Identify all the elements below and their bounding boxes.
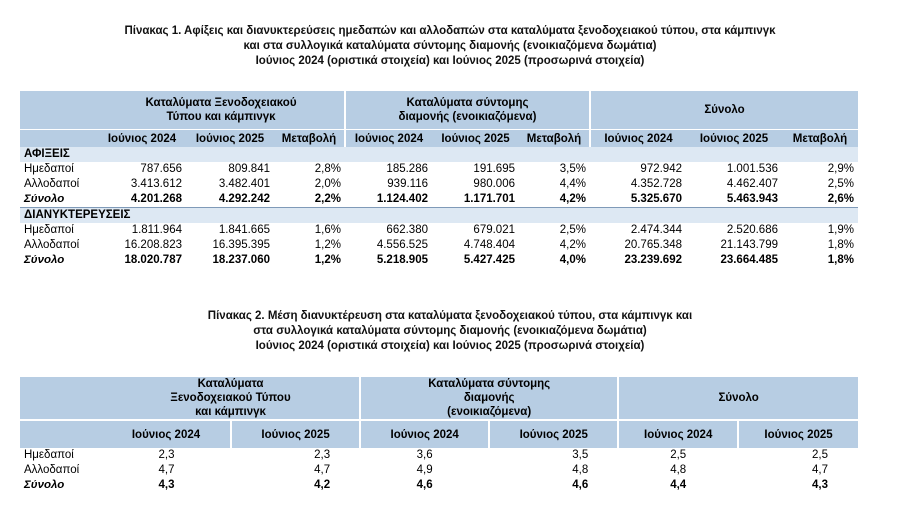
table1-cell: 1.811.964 — [131, 224, 182, 236]
table1-cell: 1.171.701 — [463, 193, 515, 205]
table2-title-line: στα συλλογικά καταλύματα σύντομης διαμονής (ενοικιαζόμενα δωμάτια) — [253, 325, 647, 337]
table1-col-header: Ιούνιος 2024 — [98, 130, 186, 148]
table1-cell: 4.292.242 — [218, 193, 270, 205]
table1-cell: 23.664.485 — [720, 254, 778, 266]
table1-cell: 1.124.402 — [376, 193, 428, 205]
table1-cell: 2,0% — [314, 178, 341, 190]
table1-section-row — [20, 208, 858, 224]
table2-cell: 4,3 — [812, 479, 828, 491]
table1-cell: 5.218.905 — [376, 254, 428, 266]
table1-cell: 4.462.407 — [726, 178, 778, 190]
table2-row-label: Αλλοδαποί — [24, 464, 80, 476]
table1 — [20, 91, 858, 268]
table1-row — [20, 253, 858, 268]
table1-cell: 2.474.344 — [630, 224, 682, 236]
table2-row-label: Ημεδαποί — [24, 449, 74, 461]
table1-cell: 185.286 — [386, 163, 428, 175]
table2-title-line: Πίνακας 2. Μέση διανυκτέρευση στα καταλύματα ξενοδοχειακού τύπου, στα κάμπινγκ και — [207, 310, 693, 322]
table1-cell: 16.208.823 — [124, 239, 182, 251]
table1-col-header: Ιούνιος 2025 — [186, 130, 274, 148]
table2-title — [0, 309, 900, 354]
table2-cell: 2,5 — [670, 449, 687, 461]
table1-cell: 2,5% — [559, 224, 586, 236]
table1-cell: 809.841 — [228, 163, 270, 175]
table1-corner — [20, 130, 98, 148]
table1-row-label: Αλλοδαποί — [24, 178, 80, 190]
table2-cell: 2,5 — [812, 449, 828, 461]
table2-cell: 4,7 — [158, 464, 175, 476]
table1-section-row — [20, 147, 858, 162]
table1-cell: 2,6% — [827, 193, 854, 205]
table1-col-header: Ιούνιος 2025 — [432, 130, 519, 148]
table1-cell: 939.116 — [387, 178, 428, 190]
table1-col-header: Μεταβολή — [519, 130, 590, 148]
table2-row — [20, 463, 858, 478]
table2-row — [20, 448, 858, 463]
table1-cell: 1,8% — [827, 239, 854, 251]
table1-row-label: Ημεδαποί — [24, 163, 74, 175]
table1-title-line: Ιούνιος 2024 (οριστικά στοιχεία) και Ιούνιος 2025 (προσωρινά στοιχεία) — [255, 55, 645, 67]
table2-cell: 4,9 — [416, 464, 433, 476]
table1-section-label: ΔΙΑΝΥΚΤΕΡΕΥΣΕΙΣ — [20, 208, 858, 224]
table2-cell: 4,8 — [670, 464, 687, 476]
table2-cell: 4,4 — [670, 479, 687, 491]
table1-cell: 2,8% — [314, 163, 341, 175]
table1-col-header: Ιούνιος 2024 — [345, 130, 432, 148]
table2-corner — [20, 377, 102, 420]
table1-row-label: Σύνολο — [24, 193, 65, 205]
table1-cell: 1,2% — [314, 239, 341, 251]
table2-cell: 4,7 — [812, 464, 828, 476]
table2-cell: 4,6 — [572, 479, 589, 491]
table2-group-header: Σύνολο — [618, 377, 858, 420]
table2-col-header: Ιούνιος 2024 — [102, 420, 231, 448]
table1-row — [20, 177, 858, 192]
table2-cell: 4,3 — [158, 479, 175, 491]
table1-cell: 3.482.401 — [218, 178, 270, 190]
table1-title-line: Πίνακας 1. Αφίξεις και διανυκτερεύσεις ημεδαπών και αλλοδαπών στα καταλύματα ξενοδοχειακού τύπου, στα κάμπινγκ — [124, 25, 776, 37]
table1-cell: 662.380 — [386, 224, 428, 236]
table2-cell: 3,5 — [572, 449, 589, 461]
table1-cell: 1.841.665 — [218, 224, 270, 236]
table1-cell: 980.006 — [473, 178, 515, 190]
table1-cell: 5.427.425 — [463, 254, 515, 266]
table1-cell: 5.463.943 — [726, 193, 778, 205]
table1-col-header: Μεταβολή — [274, 130, 345, 148]
table1-cell: 18.020.787 — [124, 254, 182, 266]
table1-row — [20, 238, 858, 253]
table2-row — [20, 478, 858, 493]
table1-cell: 2,9% — [827, 163, 854, 175]
table1-title-line: και στα συλλογικά καταλύματα σύντομης διαμονής (ενοικιαζόμενα δωμάτια) — [243, 40, 657, 52]
table1-row-label: Ημεδαποί — [24, 224, 74, 236]
table2-group-header: Καταλύματα Ξενοδοχειακού Τύπου και κάμπινγκ — [102, 377, 360, 420]
table1-cell: 3.413.612 — [130, 178, 182, 190]
table1-cell: 972.942 — [640, 163, 682, 175]
table1-cell: 23.239.692 — [624, 254, 682, 266]
table2-cell: 4,8 — [572, 464, 589, 476]
table1-cell: 1,9% — [827, 224, 854, 236]
table1-row-label: Αλλοδαποί — [24, 239, 80, 251]
table2-col-header: Ιούνιος 2025 — [738, 420, 858, 448]
table1-col-header: Ιούνιος 2024 — [590, 130, 686, 148]
table1-cell: 5.325.670 — [630, 193, 682, 205]
table1-cell: 4.201.268 — [130, 193, 182, 205]
table1-row — [20, 192, 858, 208]
table2-cell: 4,6 — [416, 479, 433, 491]
table1-cell: 787.656 — [140, 163, 182, 175]
table1-cell: 4,2% — [559, 193, 586, 205]
table2-group-header: Καταλύματα σύντομης διαμονής (ενοικιαζόμενα) — [360, 377, 618, 420]
table1-cell: 16.395.395 — [212, 239, 270, 251]
table1-cell: 4,2% — [559, 239, 586, 251]
table1-cell: 1,6% — [314, 224, 341, 236]
table1-title — [0, 24, 900, 69]
table1-cell: 20.765.348 — [624, 239, 682, 251]
table2-col-header: Ιούνιος 2024 — [618, 420, 738, 448]
table1-cell: 21.143.799 — [720, 239, 778, 251]
table1-col-header: Μεταβολή — [782, 130, 858, 148]
table2-title-line: Ιούνιος 2024 (οριστικά στοιχεία) και Ιούνιος 2025 (προσωρινά στοιχεία) — [255, 340, 645, 352]
table1-cell: 191.695 — [473, 163, 515, 175]
table1-row-label: Σύνολο — [24, 254, 65, 266]
table2-cell: 3,6 — [416, 449, 433, 461]
table1-cell: 2,2% — [314, 193, 341, 205]
table1-section-label: ΑΦΙΞΕΙΣ — [20, 147, 858, 162]
table2-col-header: Ιούνιος 2025 — [231, 420, 360, 448]
table2 — [20, 377, 858, 493]
table1-cell: 4.748.404 — [463, 239, 515, 251]
table1-cell: 4,4% — [559, 178, 586, 190]
table1-cell: 18.237.060 — [212, 254, 270, 266]
table1-group-header: Καταλύματα σύντομης διαμονής (ενοικιαζόμενα) — [345, 91, 590, 130]
table1-row — [20, 162, 858, 177]
table1-cell: 2.520.686 — [726, 224, 778, 236]
table1-group-header: Καταλύματα Ξενοδοχειακού Τύπου και κάμπινγκ — [98, 91, 345, 130]
table2-col-header: Ιούνιος 2024 — [360, 420, 489, 448]
table1-cell: 2,5% — [827, 178, 854, 190]
table2-col-header: Ιούνιος 2025 — [489, 420, 618, 448]
table1-cell: 679.021 — [473, 224, 515, 236]
table2-cell: 2,3 — [314, 449, 331, 461]
table1-cell: 4.352.728 — [630, 178, 682, 190]
table2-cell: 2,3 — [158, 449, 175, 461]
table1-group-header: Σύνολο — [590, 91, 858, 130]
table2-cell: 4,7 — [314, 464, 331, 476]
table1-cell: 3,5% — [559, 163, 586, 175]
table2-cell: 4,2 — [314, 479, 331, 491]
table2-row-label: Σύνολο — [24, 479, 65, 491]
table1-cell: 1.001.536 — [726, 163, 778, 175]
table1-col-header: Ιούνιος 2025 — [686, 130, 782, 148]
table1-cell: 1,8% — [827, 254, 854, 266]
table1-cell: 4,0% — [559, 254, 586, 266]
table1-cell: 4.556.525 — [376, 239, 428, 251]
table1-row — [20, 223, 858, 238]
table1-cell: 1,2% — [314, 254, 341, 266]
table1-corner — [20, 91, 98, 130]
table2-corner — [20, 420, 102, 448]
